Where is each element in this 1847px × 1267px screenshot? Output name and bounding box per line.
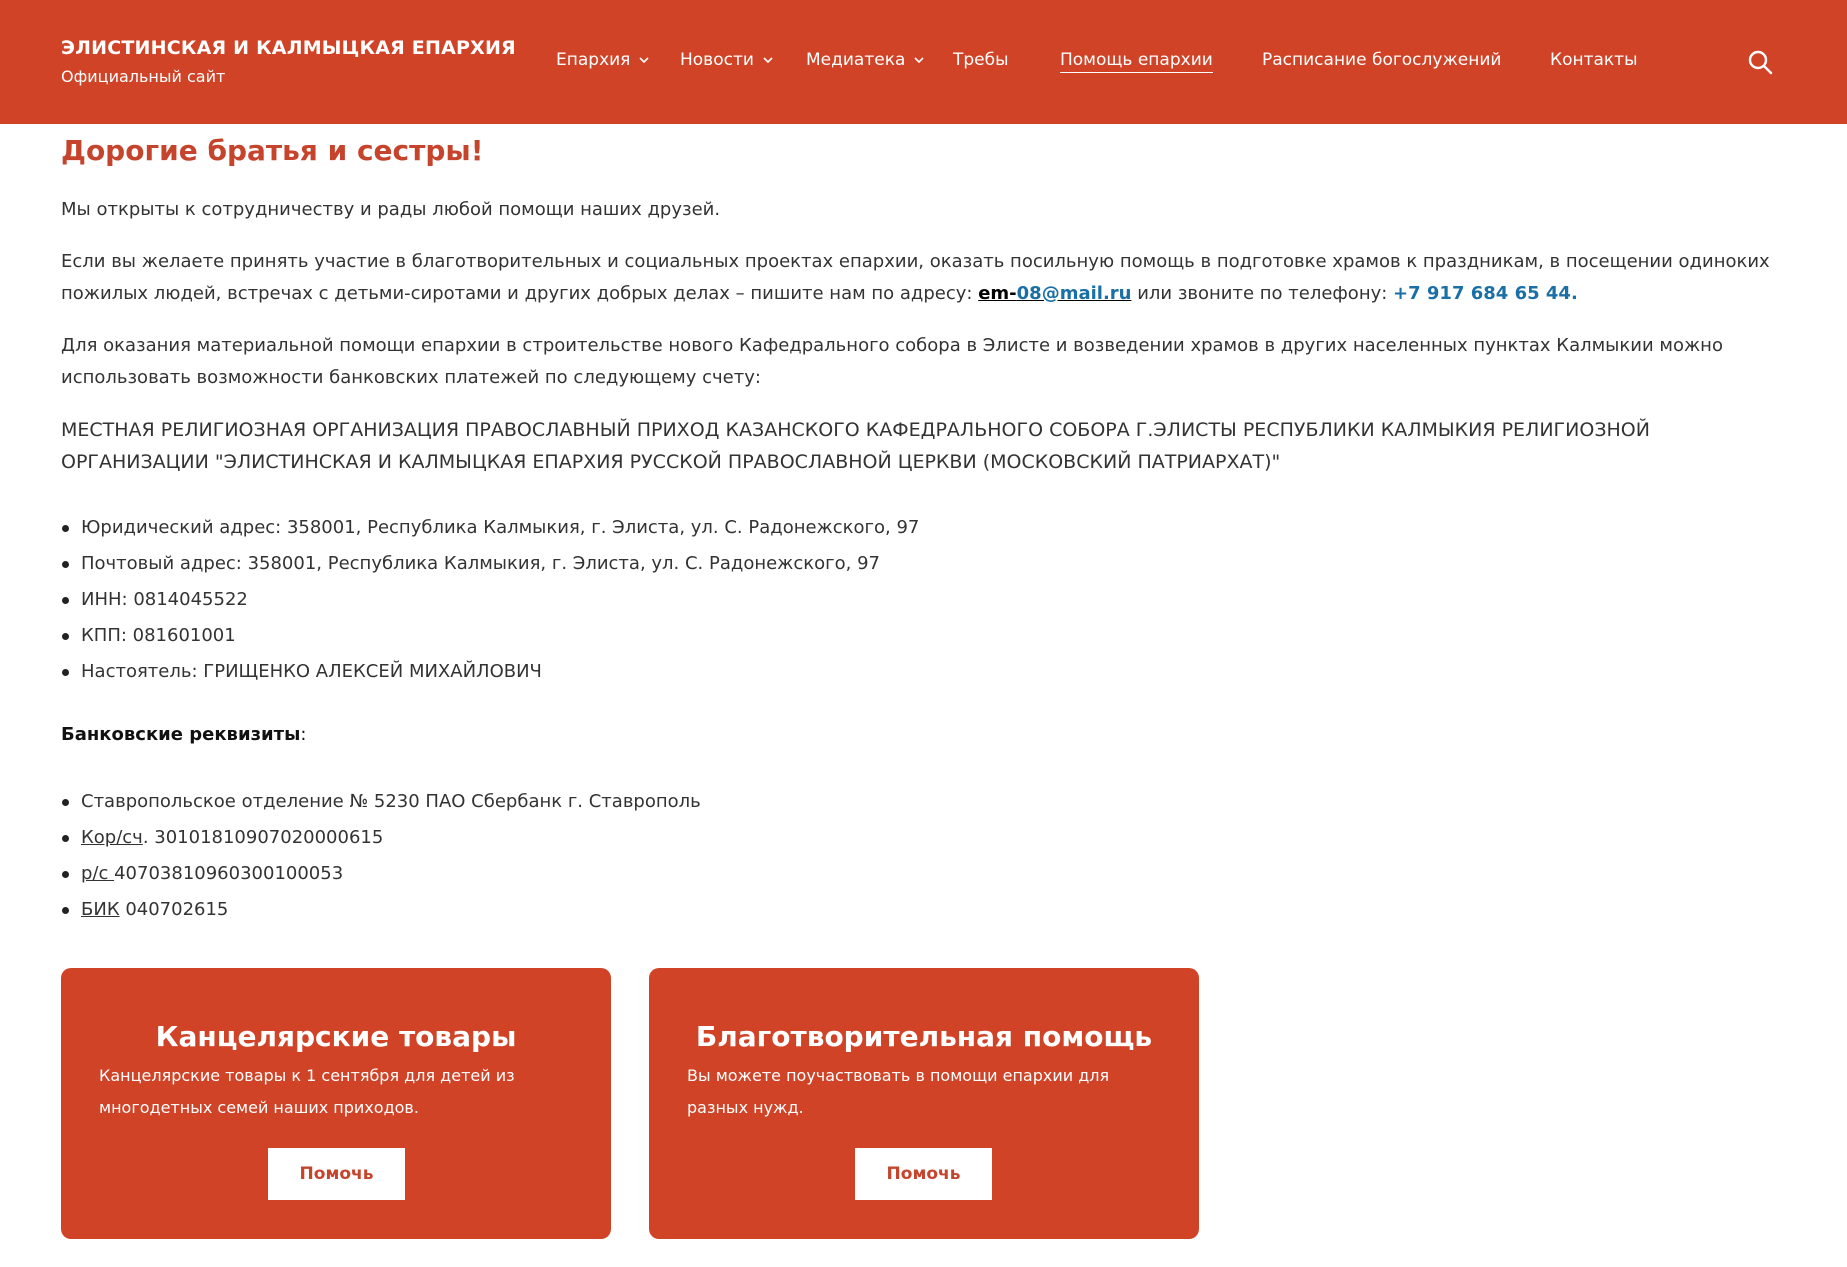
nav-label: Новости xyxy=(680,50,754,70)
donation-paragraph: Для оказания материальной помощи епархии в строительстве нового Кафедрального собора в Элисте и возведении храмов в других населенных пунктах Калмыкии можно использовать возможности банковских платежей по следующему счету: xyxy=(61,335,1723,388)
nav-item-media[interactable] xyxy=(806,50,924,70)
list-item xyxy=(61,546,919,582)
contact-paragraph xyxy=(61,246,1791,310)
bullet-icon xyxy=(62,835,69,842)
bullet-icon xyxy=(62,799,69,806)
chevron-down-icon xyxy=(763,55,773,65)
kor-account-link[interactable]: Кор/сч xyxy=(81,827,143,848)
kor-account-value: . 30101810907020000615 xyxy=(142,827,384,848)
list-item xyxy=(61,510,919,546)
detail-text: ИНН: 0814045522 xyxy=(81,589,248,610)
bik-link[interactable]: БИК xyxy=(81,899,120,920)
nav-item-schedule[interactable] xyxy=(1262,50,1501,70)
email-link[interactable] xyxy=(978,283,1131,304)
bank-details-colon: : xyxy=(300,724,307,745)
nav-item-news[interactable] xyxy=(680,50,773,70)
help-button[interactable]: Помочь xyxy=(855,1148,992,1200)
nav-item-help[interactable] xyxy=(1060,50,1213,73)
list-item xyxy=(61,582,919,618)
detail-text: Юридический адрес: 358001, Республика Калмыкия, г. Элиста, ул. С. Радонежского, 97 xyxy=(81,517,920,538)
chevron-down-icon xyxy=(914,55,924,65)
bullet-icon xyxy=(62,561,69,568)
list-item xyxy=(61,784,701,820)
card-title: Благотворительная помощь xyxy=(695,1020,1153,1053)
email-part: 08@mail.ru xyxy=(1016,283,1132,304)
bik-value: 040702615 xyxy=(119,899,229,920)
detail-text: Настоятель: ГРИЩЕНКО АЛЕКСЕЙ МИХАЙЛОВИЧ xyxy=(81,661,542,682)
site-title[interactable]: ЭЛИСТИНСКАЯ И КАЛМЫЦКАЯ ЕПАРХИЯ xyxy=(61,37,516,59)
organization-details-list xyxy=(61,510,919,690)
nav-label: Помощь епархии xyxy=(1060,50,1213,73)
bank-branch: Ставропольское отделение № 5230 ПАО Сбербанк г. Ставрополь xyxy=(81,791,701,812)
bullet-icon xyxy=(62,633,69,640)
list-item xyxy=(61,654,919,690)
contact-text: Если вы желаете принять участие в благотворительных и социальных проектах епархии, оказать посильную помощь в подготовке храмов к праздникам, в посещении одиноких пожилых людей, встречах с детьми-сиротами и других добрых делах – пишите нам по адресу: xyxy=(61,251,1770,304)
bullet-icon xyxy=(62,871,69,878)
nav-label: Расписание богослужений xyxy=(1262,50,1502,70)
site-subtitle: Официальный сайт xyxy=(61,67,226,86)
card-text: Вы можете поучаствовать в помощи епархии для разных нужд. xyxy=(687,1066,1110,1117)
bullet-icon xyxy=(62,907,69,914)
card-text: Канцелярские товары к 1 сентября для детей из многодетных семей наших приходов. xyxy=(99,1066,515,1117)
list-item xyxy=(61,618,919,654)
nav-item-eparchy[interactable] xyxy=(556,50,649,70)
help-card-stationery xyxy=(61,968,611,1239)
email-part: em- xyxy=(978,283,1017,304)
help-card-charity xyxy=(649,968,1199,1239)
detail-text: КПП: 081601001 xyxy=(81,625,236,646)
organization-name: МЕСТНАЯ РЕЛИГИОЗНАЯ ОРГАНИЗАЦИЯ ПРАВОСЛАВНЫЙ ПРИХОД КАЗАНСКОГО КАФЕДРАЛЬНОГО СОБОРА Г.ЭЛИСТЫ РЕСПУБЛИКИ КАЛМЫКИЯ РЕЛИГИОЗНОЙ ОРГАНИЗАЦИИ "ЭЛИСТИНСКАЯ И КАЛМЫЦКАЯ ЕПАРХИЯ РУССКОЙ ПРАВОСЛАВНОЙ ЦЕРКВИ (МОСКОВСКИЙ ПАТРИАРХАТ)" xyxy=(61,419,1650,473)
detail-text: Почтовый адрес: 358001, Республика Калмыкия, г. Элиста, ул. С. Радонежского, 97 xyxy=(81,553,880,574)
phone-link[interactable]: +7 917 684 65 44. xyxy=(1393,283,1578,304)
settlement-account-value: 40703810960300100053 xyxy=(114,863,344,884)
page-title: Дорогие братья и сестры! xyxy=(61,134,484,167)
nav-label: Епархия xyxy=(556,50,631,70)
bank-details-heading xyxy=(61,724,306,745)
list-item xyxy=(61,892,701,928)
nav-label: Медиатека xyxy=(806,50,906,70)
search-icon[interactable] xyxy=(1747,49,1773,75)
bullet-icon xyxy=(62,669,69,676)
contact-text: или звоните по телефону: xyxy=(1131,283,1394,304)
bank-details-label: Банковские реквизиты xyxy=(61,724,301,745)
intro-paragraph: Мы открыты к сотрудничеству и рады любой помощи наших друзей. xyxy=(61,199,721,220)
bullet-icon xyxy=(62,597,69,604)
list-item xyxy=(61,820,701,856)
bullet-icon xyxy=(62,525,69,532)
help-button[interactable]: Помочь xyxy=(268,1148,405,1200)
nav-item-contacts[interactable] xyxy=(1550,50,1638,70)
nav-label: Требы xyxy=(953,50,1009,70)
bank-details-list xyxy=(61,784,701,928)
list-item xyxy=(61,856,701,892)
card-title: Канцелярские товары xyxy=(155,1020,517,1053)
nav-label: Контакты xyxy=(1550,50,1638,70)
main-nav xyxy=(0,50,1847,76)
settlement-account-link[interactable]: р/с xyxy=(81,863,115,884)
nav-item-trebs[interactable] xyxy=(953,50,1009,70)
chevron-down-icon xyxy=(639,55,649,65)
site-header xyxy=(0,0,1847,124)
